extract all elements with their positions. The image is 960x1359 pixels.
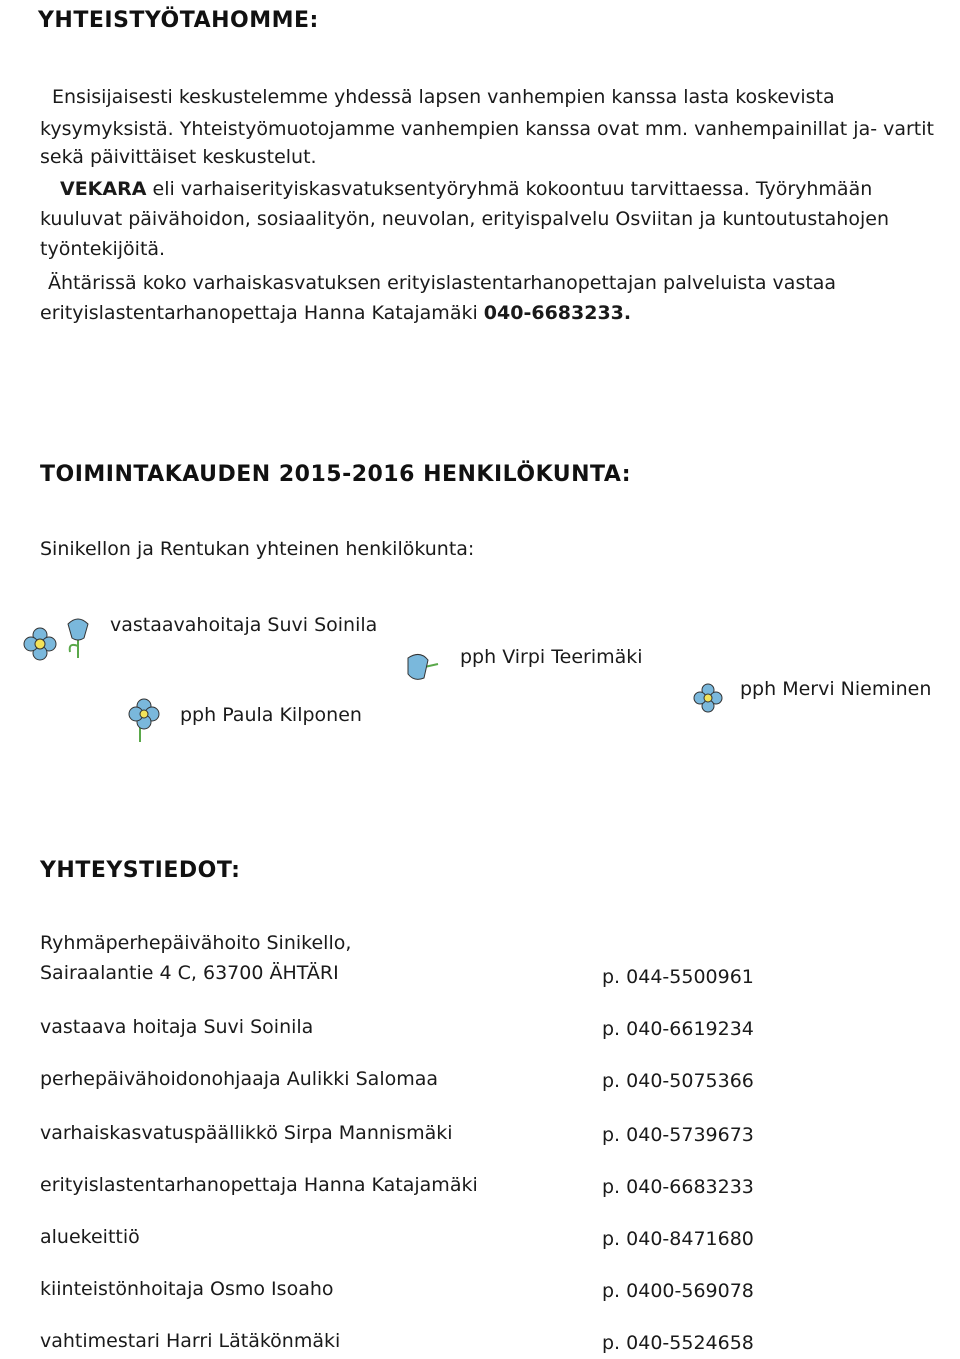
hanna-text: erityislastentarhanopettaja Hanna Katajamäki (40, 302, 484, 324)
contact-name: vastaava hoitaja Suvi Soinila (40, 1016, 314, 1038)
paragraph-line: sekä päivittäiset keskustelut. (40, 146, 317, 168)
flower-icon (20, 624, 60, 664)
paragraph-line: työntekijöitä. (40, 238, 166, 260)
contact-name: aluekeittiö (40, 1226, 140, 1248)
hanna-phone: 040-6683233. (483, 302, 632, 324)
contact-name: vahtimestari Harri Lätäkönmäki (40, 1330, 341, 1352)
paragraph-line: kuuluvat päivähoidon, sosiaalityön, neuvolan, erityispalvelu Osviitan ja kuntoutustahojen (40, 208, 889, 230)
contact-phone: p. 040-5739673 (602, 1124, 754, 1146)
heading-cooperation: YHTEISTYÖTAHOMME: (38, 8, 319, 33)
contact-phone: p. 0400-569078 (602, 1280, 754, 1302)
contact-name: kiinteistönhoitaja Osmo Isoaho (40, 1278, 334, 1300)
contact-phone: p. 040-6619234 (602, 1018, 754, 1040)
staff-member: vastaavahoitaja Suvi Soinila (110, 614, 378, 636)
staff-member: pph Mervi Nieminen (740, 678, 932, 700)
paragraph-line-vekara (60, 178, 872, 200)
vekara-label: VEKARA (60, 178, 147, 200)
contact-address: Ryhmäperhepäivähoito Sinikello, (40, 932, 352, 954)
paragraph-line: Ähtärissä koko varhaiskasvatuksen erityislastentarhanopettajan palveluista vastaa (48, 272, 837, 294)
contact-name: Sairaalantie 4 C, 63700 ÄHTÄRI (40, 962, 339, 984)
paragraph-line: kysymyksistä. Yhteistyömuotojamme vanhempien kanssa ovat mm. vanhempainillat ja- vartit (40, 118, 934, 140)
contact-phone: p. 040-5075366 (602, 1070, 754, 1092)
flower-icon (690, 680, 726, 716)
flower-icon (400, 648, 440, 688)
paragraph-line: Ensisijaisesti keskustelemme yhdessä lapsen vanhempien kanssa lasta koskevista (52, 86, 835, 108)
flower-icon (62, 616, 94, 660)
vekara-text: eli varhaiserityiskasvatuksentyöryhmä kokoontuu tarvittaessa. Työryhmään (152, 178, 873, 200)
flower-icon (126, 694, 162, 744)
contact-phone: p. 044-5500961 (602, 966, 754, 988)
contact-name: perhepäivähoidonohjaaja Aulikki Salomaa (40, 1068, 439, 1090)
contact-name: varhaiskasvatuspäällikkö Sirpa Mannismäki (40, 1122, 453, 1144)
paragraph-line-hanna (40, 302, 631, 324)
contact-name: erityislastentarhanopettaja Hanna Katajamäki (40, 1174, 478, 1196)
staff-member: pph Virpi Teerimäki (460, 646, 643, 668)
staff-subheading: Sinikellon ja Rentukan yhteinen henkilökunta: (40, 538, 475, 560)
contact-phone: p. 040-8471680 (602, 1228, 754, 1250)
contact-phone: p. 040-5524658 (602, 1332, 754, 1354)
contact-phone: p. 040-6683233 (602, 1176, 754, 1198)
heading-contacts: YHTEYSTIEDOT: (40, 858, 241, 883)
staff-member: pph Paula Kilponen (180, 704, 362, 726)
heading-staff: TOIMINTAKAUDEN 2015-2016 HENKILÖKUNTA: (40, 462, 632, 487)
